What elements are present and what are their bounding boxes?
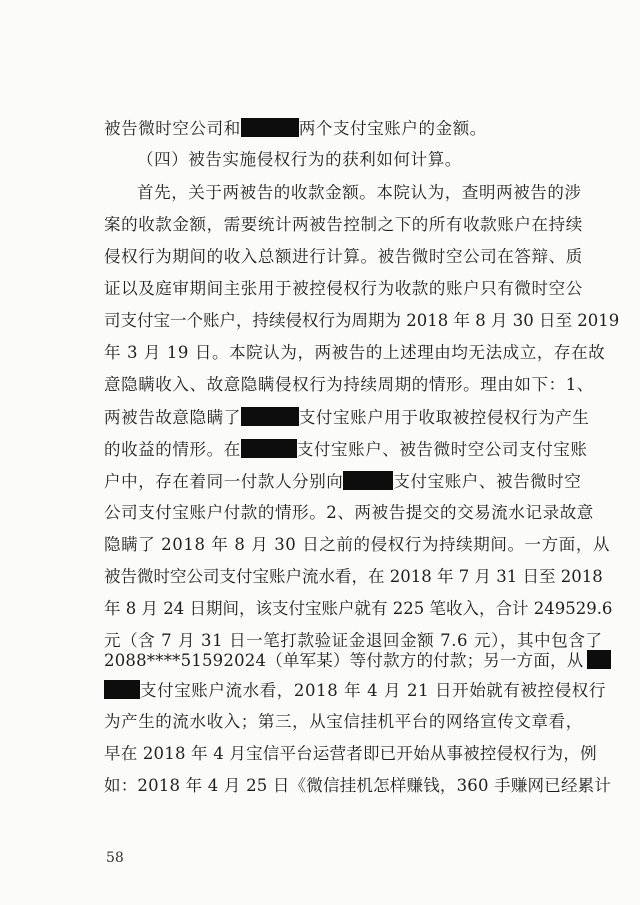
page-number: 58 (106, 850, 124, 866)
redaction-block (343, 471, 393, 490)
text-line-16: 年 8 月 24 日期间，该支付宝账户就有 225 笔收入，合计 249529.6 (104, 599, 613, 618)
text-line-21: 早在 2018 年 4 月宝信平台运营者即已开始从事被控侵权行为，例 (104, 744, 597, 763)
text-line-6: 证以及庭审期间主张用于被控侵权行为收款的账户只有微时空公 (104, 279, 583, 298)
text-line-11: 的收益的情形。在 支付宝账户、被告微时空公司支付宝账 (104, 440, 588, 459)
text-line-19: 支付宝账户流水看，2018 年 4 月 21 日开始就有被控侵权行 (104, 680, 594, 701)
section-heading: （四）被告实施侵权行为的获利如何计算。 (137, 150, 462, 169)
text-line-15: 被告微时空公司支付宝账户流水看，在 2018 年 7 月 31 日至 2018 (104, 567, 603, 586)
text-line-20: 为产生的流水收入；第三，从宝信挂机平台的网络宣传文章看， (104, 712, 583, 731)
text-line-18: 2088****51592024（单军某）等付款方的付款；另一方面，从 (104, 650, 594, 671)
text-line-14: 隐瞒了 2018 年 8 月 30 日之前的侵权行为持续期间。一方面，从 (104, 535, 611, 554)
text-line-22: 如：2018 年 4 月 25 日《微信挂机怎样赚钱，360 手赚网已经累计 (104, 776, 612, 795)
redaction-block (241, 118, 299, 137)
redaction-block (241, 439, 297, 458)
text-line-13: 公司支付宝账户付款的情形。2、两被告提交的交易流水记录故意 (104, 503, 594, 522)
text-line-7: 司支付宝一个账户，持续侵权行为周期为 2018 年 8 月 30 日至 2019 (104, 311, 620, 330)
redaction-block (587, 650, 611, 669)
redaction-block (241, 407, 299, 426)
text-line-5: 侵权行为期间的收入总额进行计算。被告微时空公司在答辩、质 (104, 247, 583, 266)
text-line-9: 意隐瞒收入、故意隐瞒侵权行为持续周期的情形。理由如下：1、 (104, 375, 594, 394)
text-line-8: 年 3 月 19 日。本院认为，两被告的上述理由均无法成立，存在故 (104, 343, 606, 362)
redaction-block (104, 680, 140, 699)
text-line-1: 被告微时空公司和 两个支付宝账户的金额。 (104, 119, 487, 138)
text-line-4: 案的收款金额，需要统计两被告控制之下的所有收款账户在持续 (104, 215, 583, 234)
text-line-10: 两被告故意隐瞒了 支付宝账户用于收取被控侵权行为产生 (104, 408, 590, 427)
text-line-3: 首先，关于两被告的收款金额。本院认为，查明两被告的涉 (137, 183, 582, 202)
text-line-17: 元（含 7 月 31 日一笔打款验证金退回金额 7.6 元），其中包含了 (104, 631, 603, 650)
text-line-12: 户中，存在着同一付款人分别向 支付宝账户、被告微时空 (104, 472, 582, 491)
